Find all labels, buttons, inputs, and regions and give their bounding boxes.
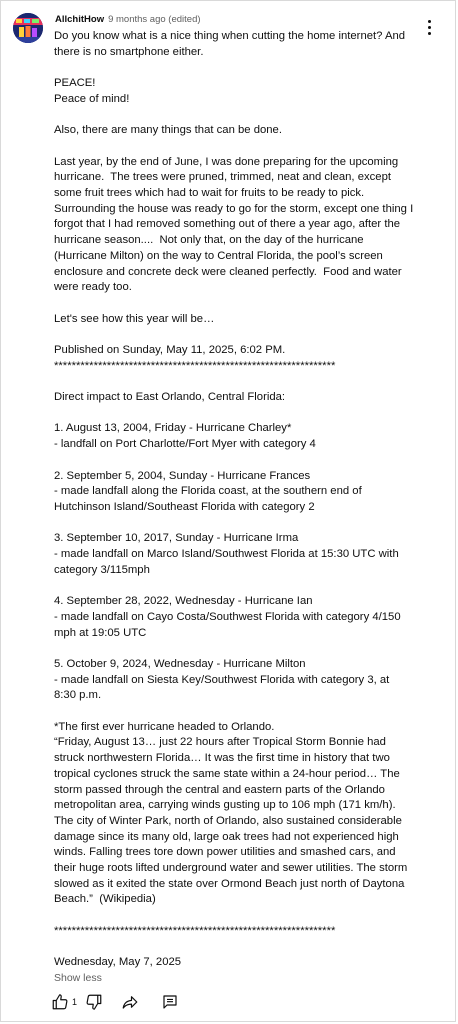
comment-line: 3. September 10, 2017, Sunday - Hurricane Irma [54,532,299,545]
thumb-down-icon [85,993,103,1011]
comment-line: 2. September 5, 2004, Sunday - Hurricane Frances [54,469,311,482]
comment-line: slowed as it exited the state over Ormond Beach just north of Daytona [54,877,405,890]
comment-line: **************************************************************** [54,359,336,372]
show-less-button[interactable]: Show less [54,972,102,984]
comment-line: - made landfall on Marco Island/Southwest Florida at 15:30 UTC with [54,548,399,561]
avatar[interactable] [13,13,43,43]
comment-line: *The first ever hurricane headed to Orlando. [54,720,275,733]
comment-line: forgot that I had removed something out of there a year ago, after the [54,218,401,231]
comment-timestamp[interactable]: 9 months ago (edited) [108,14,201,25]
comment-line: 5. October 9, 2024, Wednesday - Hurricane Milton [54,657,306,670]
comment-line [54,406,426,422]
comment-line [54,578,426,594]
comment-line [54,139,426,155]
author-name[interactable]: AllchitHow [55,14,105,25]
comment-line [54,374,426,390]
comment-line: - made landfall on Siesta Key/Southwest Florida with category 3, at [54,673,390,686]
comment-line: enclosure and concrete deck were cleaned perfectly. Food and water [54,265,402,278]
comment-line: - made landfall on Cayo Costa/Southwest Florida with category 4/150 [54,610,401,623]
comment-line: 8:30 p.m. [54,689,102,702]
comment-line [54,296,426,312]
share-button[interactable] [121,991,139,1013]
comment-line [54,60,426,76]
comment-line [54,516,426,532]
comment-line: - landfall on Port Charlotte/Fort Myer with category 4 [54,438,316,451]
comment-line: Beach.” (Wikipedia) [54,893,156,906]
comment-line [54,327,426,343]
comment-line: were ready too. [54,281,132,294]
comment-line: metropolitan area, carrying winds gusting up to 106 mph (171 km/h). [54,799,396,812]
comment-line: Hutchinson Island/Southeast Florida with category 2 [54,500,315,513]
comment-line: Let's see how this year will be… [54,312,215,325]
comment-line: Wednesday, May 7, 2025 [54,956,182,969]
comment-line: there is no smartphone either. [54,45,204,58]
reply-comment-icon [161,993,179,1011]
comment-line [54,908,426,924]
comment-text [54,29,426,971]
comment-line: Direct impact to East Orlando, Central Florida: [54,391,286,404]
avatar-image [13,13,43,43]
comment-line: Do you know what is a nice thing when cutting the home internet? And [54,30,406,42]
like-button[interactable] [51,991,77,1013]
comment-line: struck northwestern Florida… It was the first time in history that two [54,752,390,765]
comment-line: Also, there are many things that can be done. [54,124,282,137]
comment-line: some fruit trees which had to wait for fruits to be ready to pick. [54,186,365,199]
comment-line: 1. August 13, 2004, Friday - Hurricane Charley* [54,422,292,435]
comment-line: Last year, by the end of June, I was done preparing for the upcoming [54,155,399,168]
comment-line: storm passed through the central and eastern parts of the Orlando [54,783,385,796]
comment-line: The city of Winter Park, north of Orlando, also sustained considerable [54,814,402,827]
comment-line [54,108,426,124]
comment-line: tropical cyclones struck the same state within a 24-hour period… The [54,767,400,780]
share-icon [121,993,139,1011]
comment-line [54,453,426,469]
comment-line: damage since its many old, large oak trees had not experienced high [54,830,399,843]
comment-line [54,704,426,720]
comment-line: “Friday, August 13… just 22 hours after Tropical Storm Bonnie had [54,736,386,749]
comment-line: category 3/115mph [54,563,150,576]
comment-line: (Hurricane Milton) on the way to Central Florida, the pool’s screen [54,249,383,262]
comment-line: **************************************************************** [54,924,336,937]
comment-line: mph at 19:05 UTC [54,626,147,639]
comment-line: winds. Falling trees tore down power utilities and smashed cars, and [54,846,396,859]
comment-line: Surrounding the house was ready to go for the storm, except one thing I [54,202,414,215]
thumb-up-icon [51,993,69,1011]
comment-line: hurricane season.... Not only that, on the day of the hurricane [54,234,364,247]
comment-line [54,641,426,657]
comment-line: Peace of mind! [54,92,130,105]
comment-line: PEACE! [54,77,96,90]
comment-header [55,14,201,26]
comment-line [54,940,426,956]
comment-line: their huge roots lifted underground water and sewer utilities. The storm [54,862,408,875]
comment-line: hurricane. The trees were pruned, trimmed, neat and clean, except [54,171,391,184]
comment-line: 4. September 28, 2022, Wednesday - Hurricane Ian [54,595,313,608]
like-count: 1 [72,997,78,1007]
reply-button[interactable] [161,991,179,1013]
dislike-button[interactable] [85,991,103,1013]
comment-line: - made landfall along the Florida coast, at the southern end of [54,485,362,498]
comment-line: Published on Sunday, May 11, 2025, 6:02 PM. [54,343,286,356]
